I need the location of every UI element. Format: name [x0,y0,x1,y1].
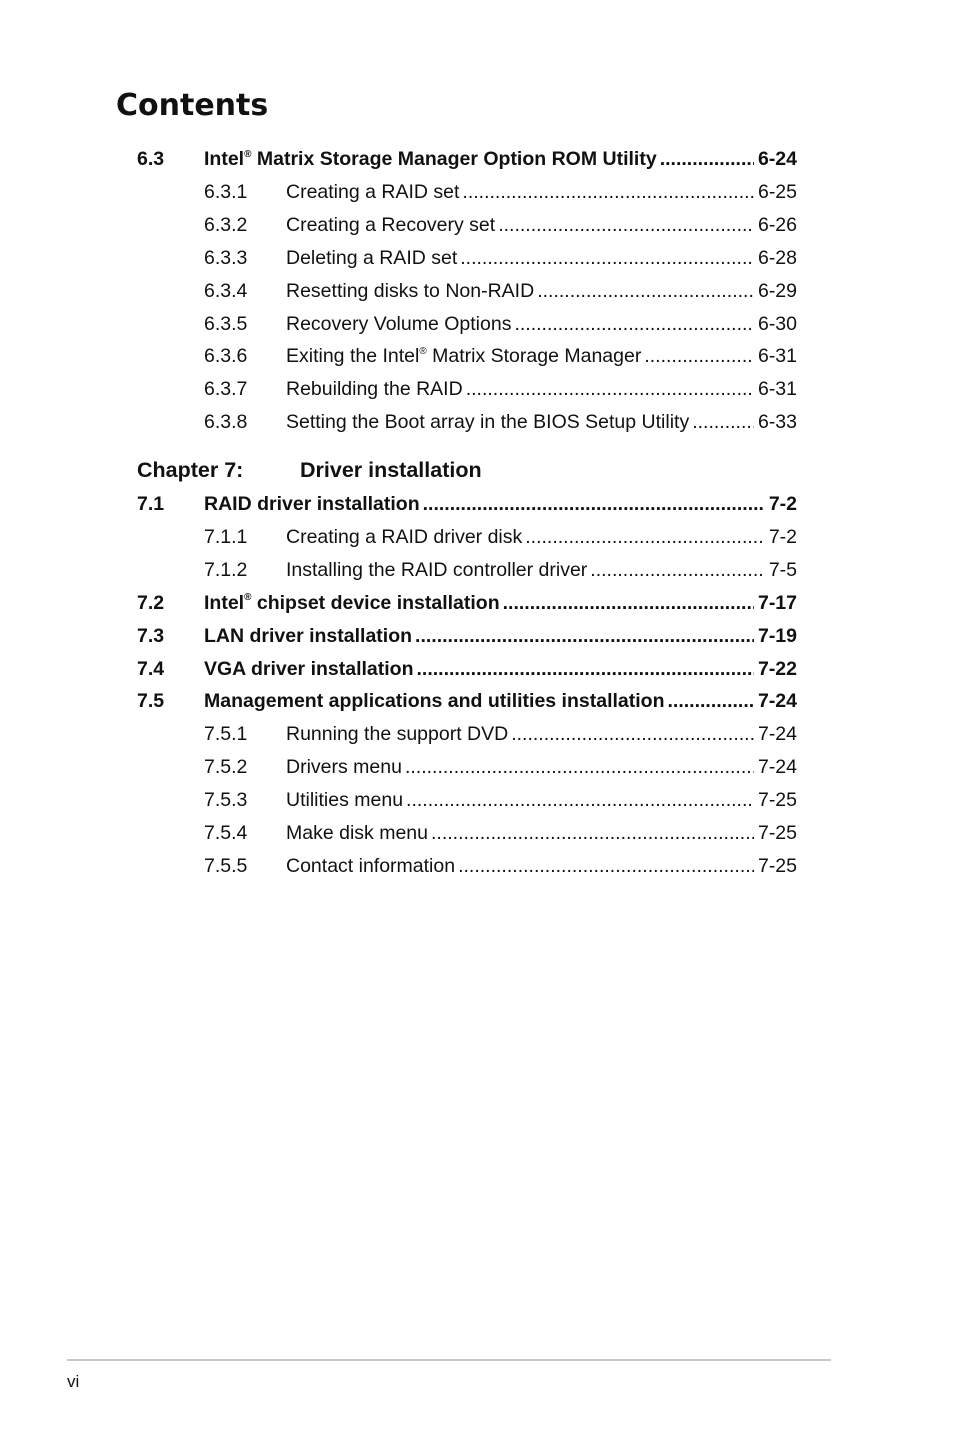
dot-leader [460,245,754,271]
toc-entry-page: 7-25 [757,789,797,812]
toc-entry-title-text: Matrix Storage Manager Option ROM Utility [251,148,657,170]
toc-entry-title [286,311,511,337]
dot-leader [462,179,754,205]
toc-entry-title-text: Installing the RAID controller driver [286,558,588,581]
toc-entry-title [204,590,500,616]
dot-leader [466,376,754,402]
toc-entry-page: 6-29 [757,279,797,302]
toc-entry-title-text: VGA driver installation [204,657,414,680]
toc-entry-page: 6-30 [757,312,797,335]
toc-entry-page: 7-25 [757,854,797,877]
toc-entry-number: 7.5 [137,690,165,713]
toc-entry-page: 6-31 [757,378,797,401]
toc-entry-page: 6-28 [757,246,797,269]
toc-entry-page: 7-25 [757,822,797,844]
toc-entry-line [204,656,797,682]
toc-entry[interactable] [0,278,954,304]
toc-entry-line [286,311,797,337]
toc-entry-number: 6.3.2 [204,213,248,236]
toc-entry-title [286,278,534,304]
toc-entry-page: 7-24 [757,723,797,746]
dot-leader [406,787,754,813]
dot-leader [417,656,754,682]
toc-entry-number: 7.5.4 [204,822,248,844]
toc-entry-line [286,754,797,780]
toc-entry[interactable] [0,754,954,780]
toc-entry[interactable] [0,853,954,879]
toc-entry-line [204,491,797,517]
toc-entry-page: 7-17 [757,591,797,614]
toc-entry-title [286,376,463,402]
toc-entry-number: 7.1.1 [204,525,248,548]
toc-entry[interactable] [0,343,954,369]
toc-entry-line [204,688,797,714]
toc-entry-line [286,376,797,402]
toc-entry-title-text: Deleting a RAID set [286,246,458,269]
toc-entry[interactable] [0,656,954,682]
dot-leader [644,343,754,369]
chapter-label: Chapter 7: [137,458,244,482]
chapter-title: Driver installation [300,458,482,482]
dot-leader [590,557,765,583]
toc-entry-title-text: Intel [204,591,245,614]
toc-entry-title-text: chipset device installation [251,591,500,614]
toc-entry-title [204,623,412,649]
toc-entry-title [286,853,455,879]
dot-leader [503,590,754,616]
toc-entry-page: 7-2 [768,525,797,548]
toc-entry-line [286,721,797,747]
toc-entry-title-text: Recovery Volume Options [286,312,512,335]
toc-entry-title-text: Creating a RAID set [286,180,460,203]
toc-entry-number: 7.5.1 [204,723,248,746]
toc-entry-page: 7-24 [757,690,797,713]
toc-entry-title [286,557,587,583]
toc-entry-number: 7.2 [137,591,165,614]
toc-entry-title-text: Exiting the Intel [286,345,420,368]
toc-entry-number: 6.3.5 [204,312,248,335]
toc-entry[interactable] [0,623,954,649]
toc-entry-number: 7.3 [137,624,165,647]
toc-entry-title [286,179,459,205]
toc-entry-line [286,343,797,369]
dot-leader [660,146,754,172]
toc-entry-page: 7-19 [757,624,797,647]
toc-entry-line [204,623,797,649]
toc-entry-page: 6-31 [757,345,797,368]
toc-entry-title-text: Utilities menu [286,789,404,812]
toc-entry-title [286,721,508,747]
footer-divider [67,1359,831,1361]
toc-entry-number: 7.4 [137,657,165,680]
toc-entry[interactable] [0,557,954,583]
toc-entry-title-text: RAID driver installation [204,493,420,515]
toc-entry-line [286,524,797,550]
toc-entry[interactable] [0,212,954,238]
toc-entry-title [204,146,657,172]
toc-entry-title [286,409,689,435]
toc-entry-title [286,787,403,813]
toc-entry-number: 6.3.7 [204,378,248,401]
toc-entry[interactable] [0,524,954,550]
toc-entry-title-text: Setting the Boot array in the BIOS Setup Utility [286,411,690,434]
toc-entry-line [286,278,797,304]
toc-entry-title-text: Intel [204,148,245,170]
toc-entry-title [204,688,665,714]
toc-entry[interactable] [0,787,954,813]
dot-leader [405,754,754,780]
toc-entry-line [286,245,797,271]
toc-entry-page: 6-24 [757,148,797,170]
toc-entry-title-text: Rebuilding the RAID [286,378,463,401]
toc-entry[interactable] [0,179,954,205]
page-title: Contents [116,88,269,123]
toc-entry-number: 6.3.8 [204,411,248,434]
toc-entry-title-text: Contact information [286,854,456,877]
toc-entry-title [286,245,457,271]
toc-entry[interactable] [0,146,954,172]
registered-mark: ® [419,345,427,357]
dot-leader [498,212,754,238]
toc-entry-number: 7.5.3 [204,789,248,812]
toc-entry[interactable] [0,721,954,747]
toc-entry-line [204,146,797,172]
toc-entry-page: 7-22 [757,657,797,680]
toc-entry[interactable] [0,311,954,337]
toc-entry-line [204,590,797,616]
toc-entry-number: 7.5.2 [204,756,248,779]
toc-entry[interactable] [0,820,954,846]
toc-entry-line [286,212,797,238]
dot-leader [668,688,754,714]
toc-entry-number: 7.1 [137,493,165,515]
toc-entry-title-text: Running the support DVD [286,723,509,746]
toc-entry-number: 7.1.2 [204,558,248,581]
footer-page-number: vi [67,1372,80,1391]
toc-entry[interactable] [0,491,954,517]
toc-entry[interactable] [0,376,954,402]
toc-entry-title-text: Matrix Storage Manager [426,345,642,368]
toc-entry[interactable] [0,245,954,271]
toc-entry-line [286,557,797,583]
toc-entry-page: 6-26 [757,213,797,236]
toc-entry-line [286,179,797,205]
toc-entry-title [286,343,641,369]
dot-leader [458,853,754,879]
registered-mark: ® [244,148,252,160]
toc-entry-number: 6.3 [137,148,165,170]
toc-entry-page: 6-33 [757,411,797,434]
dot-leader [514,311,754,337]
toc-entry-number: 7.5.5 [204,854,248,877]
toc-entry-page: 6-25 [757,180,797,203]
toc-entry-title [286,524,522,550]
toc-entry-line [286,409,797,435]
toc-entry-title-text: Creating a Recovery set [286,213,496,236]
toc-entry-line [286,787,797,813]
toc-entry-number: 6.3.4 [204,279,248,302]
toc-entry-title-text: Management applications and utilities installation [204,690,665,713]
registered-mark: ® [244,592,252,604]
toc-entry-title-text: Drivers menu [286,756,402,779]
toc-entry[interactable] [0,688,954,714]
dot-leader [431,820,754,846]
toc-entry[interactable] [0,409,954,435]
toc-entry-title-text: Creating a RAID driver disk [286,525,523,548]
toc-entry-line [286,820,797,846]
dot-leader [525,524,765,550]
toc-entry-number: 6.3.6 [204,345,248,368]
dot-leader [692,409,754,435]
dot-leader [511,721,754,747]
toc-entry-page: 7-2 [768,493,797,515]
toc-entry-title [286,212,495,238]
toc-entry-title [286,820,428,846]
toc-entry-title-text: Make disk menu [286,822,428,844]
dot-leader [537,278,754,304]
toc-entry-title-text: Resetting disks to Non-RAID [286,279,535,302]
chapter-heading [0,456,954,484]
toc-entry-number: 6.3.3 [204,246,248,269]
dot-leader [423,491,765,517]
toc-entry-title-text: LAN driver installation [204,624,413,647]
toc-entry[interactable] [0,590,954,616]
toc-entry-title [286,754,402,780]
dot-leader [415,623,754,649]
toc-entry-page: 7-5 [768,558,797,581]
toc-entry-title [204,491,420,517]
toc-entry-page: 7-24 [757,756,797,779]
toc-entry-title [204,656,414,682]
toc-entry-line [286,853,797,879]
toc-entry-number: 6.3.1 [204,180,248,203]
